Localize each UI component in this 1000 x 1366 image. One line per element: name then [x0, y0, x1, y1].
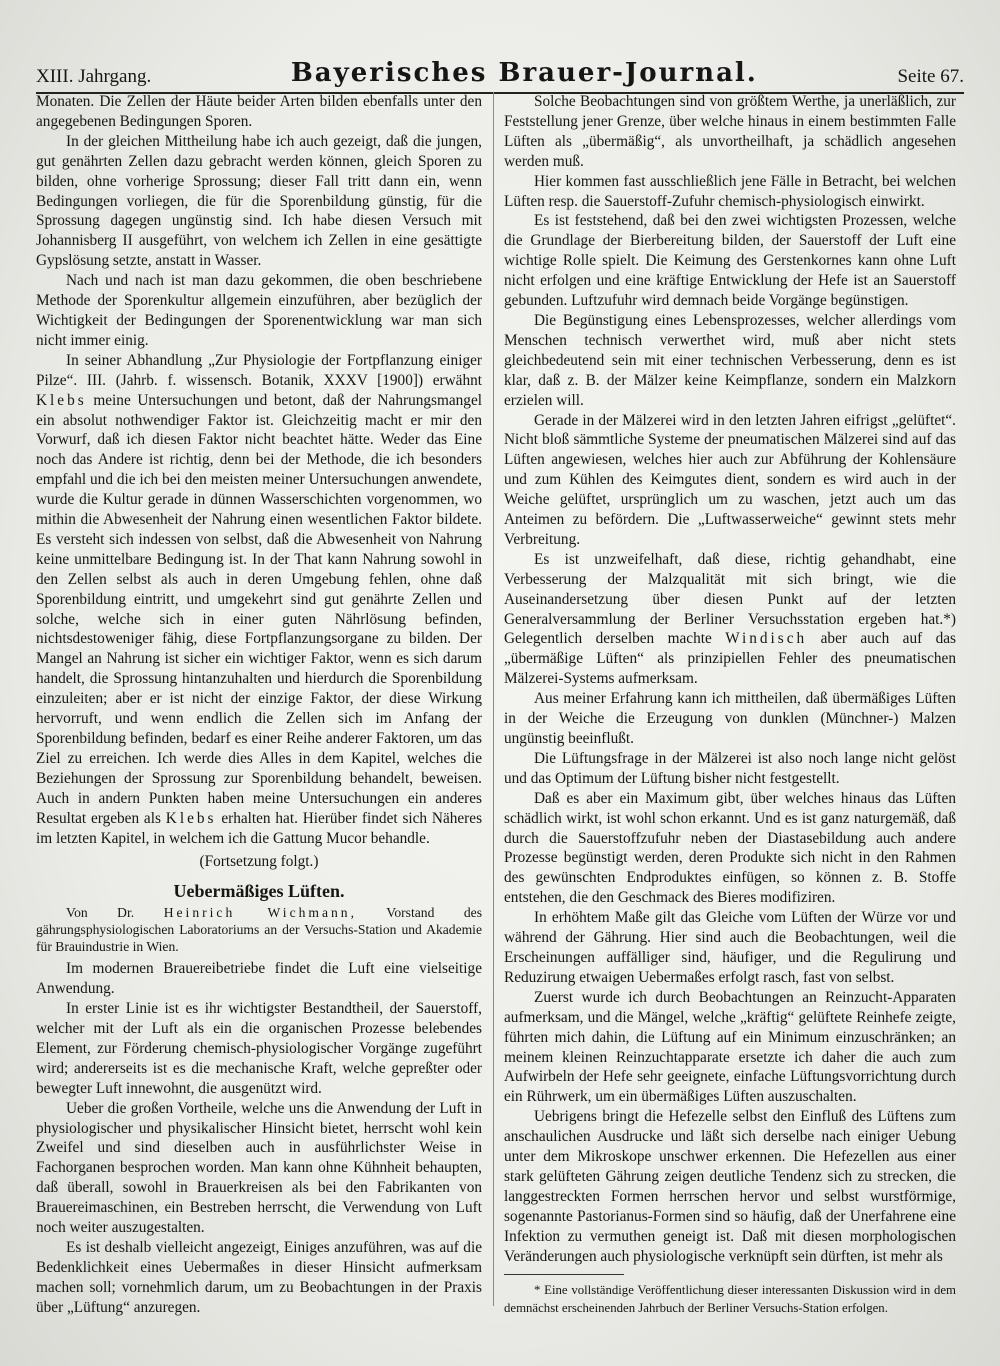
- paragraph: Hier kommen fast ausschließlich jene Fälle in Betracht, bei welchen Lüften resp. die Sauerstoff-Zufuhr chemisch-physiologisch einwirkt.: [504, 172, 956, 210]
- byline-prefix: Von Dr.: [66, 905, 135, 921]
- paragraph: Es ist deshalb vielleicht angezeigt, Einiges anzuführen, was auf die Bedenklichkeit eines Uebermaßes in dieser Hinsicht aufmerksam machen soll; vornehmlich darum, um zu Beobachtungen in der Praxis über „Lüftung“ anzuregen.: [36, 1238, 482, 1316]
- paragraph: Solche Beobachtungen sind von größtem Werthe, ja unerläßlich, zur Feststellung jener Grenze, über welche hinaus in einem bestimmten Falle Lüften als „übermäßig“, als unvortheilhaft, ja schädlich angesehen werden muß.: [504, 93, 956, 170]
- text-run: In seiner Abhandlung „Zur Physiologie der Fortpflanzung einiger Pilze“. III. (Jahrb. f. wissensch. Botanik, XXXV [1900]) erwähnt: [36, 351, 482, 389]
- paragraph: Aus meiner Erfahrung kann ich mittheilen, daß übermäßiges Lüften in der Weiche die Erzeugung von dunklen (Münchner-) Malzen ungünstig beeinflußt.: [504, 690, 956, 747]
- article-title: Uebermäßiges Lüften.: [173, 881, 345, 902]
- text-run: Es ist unzweifelhaft, daß diese, richtig gehandhabt, eine Verbesserung der Malzqualität mit sich bringt, wie die Auseinandersetzung über diesen Punkt auf der letzten Generalversammlung der Berliner Versuchsstation ergeben hat.*) Gelegentlich derselben machte: [504, 550, 956, 648]
- author-name: Klebs: [165, 809, 217, 827]
- paragraph: In der gleichen Mittheilung habe ich auch gezeigt, daß die jungen, gut genährten Zellen dazu gebracht werden können, gleich Sporen zu bilden, ohne vorherige Sprossung; dieser Fall tritt dann ein, wenn Bedingungen vorliegen, die für die Sporenbildung günstig, für die Sprossung dagegen ungünstig sind. Ich habe diesen Versuch mit Johannisberg II ausgeführt, von welchem ich Zellen in eine gesättigte Gypslösung setzte, anstatt in Wasser.: [36, 132, 482, 270]
- footnote: * Eine vollständige Veröffentlichung dieser interessanten Diskussion wird in dem demnächst erscheinenden Jahrbuch der Berliner Versuchs-Station erfolgen.: [504, 1283, 956, 1316]
- page-number: Seite 67.: [897, 66, 964, 87]
- footnote-rule: [504, 1274, 624, 1275]
- author-name: Klebs: [36, 391, 87, 409]
- paragraph: [504, 550, 956, 689]
- paragraph: In erster Linie ist es ihr wichtigster Bestandtheil, der Sauerstoff, welcher mit der Luft als ein die organischen Prozesse belebendes Element, zur Förderung chemisch-physiologischer Vorgänge zugeführt wird; andererseits ist es die mechanische Kraft, welche gepreßter oder bewegter Luft innewohnt, die ausgenützt wird.: [36, 1000, 482, 1097]
- paragraph: Gerade in der Mälzerei wird in den letzten Jahren eifrigst „gelüftet“. Nicht bloß sämmtliche Systeme der pneumatischen Mälzerei sind auf das Lüften angewiesen, welches hier auch zur Abführung der Kohlensäure und zum Kühlen des Keimgutes dient, sondern es wird auch in der Weiche gelüftet, ursprünglich um zu waschen, jetzt auch um das Anteimen zu befördern. Die „Luftwasserweiche“ gewinnt stets mehr Verbreitung.: [504, 411, 956, 548]
- paragraph: Uebrigens bringt die Hefezelle selbst den Einfluß des Lüftens zum anschaulichen Ausdrucke und läßt sich derselbe nach einiger Uebung unter dem Mikroskope unschwer erkennen. Die Hefezellen aus einer stark gelüfteten Gährung zeigen deutliche Tendenz sich zu strecken, die langgestreckten Formen herrschen hervor und selbst wurstförmige, sogenannte Pastorianus-Formen sind so häufig, daß der Unerfahrene eine Infektion zu vermuthen geneigt ist. Daß mit diesen morphologischen Veränderungen auch physiologische verknüpft sein dürften, ist mehr als: [504, 1108, 956, 1265]
- column-divider: [493, 92, 494, 1306]
- author-name: Windisch: [725, 630, 808, 648]
- author-name: Heinrich Wichmann,: [163, 905, 358, 921]
- byline-affiliation: Vorstand des gährungsphysiologischen Laboratoriums an der Versuchs-Station und Akademie für Brauindustrie in Wien.: [36, 905, 482, 955]
- text-run: aber auch auf das „übermäßige Lüften“ als prinzipiellen Fehler des pneumatischen Mälzerei-Systems aufmerksam.: [504, 630, 956, 688]
- left-column: [36, 92, 482, 1316]
- paragraph: Monaten. Die Zellen der Häute beider Arten bilden ebenfalls unter den angegebenen Bedingungen Sporen.: [36, 93, 482, 130]
- paragraph: Ueber die großen Vortheile, welche uns die Anwendung der Luft in physiologischer und physikalischer Hinsicht bietet, herrscht wohl kein Zweifel und sind dieselben auch in ausführlichster Weise in Fachorganen besprochen worden. Man kann ohne Kühnheit behaupten, daß überall, sowohl in Brauerkreisen als bei den Fabrikanten von Brauereimaschinen, ein Bestreben herrscht, die Verwendung von Luft noch weiter auszugestalten.: [36, 1099, 482, 1237]
- page-header: [36, 52, 964, 94]
- text-run: erhalten hat. Hierüber findet sich Näheres im letzten Kapitel, in welchem ich die Gattung Mucor behandle.: [36, 809, 482, 847]
- byline: [36, 904, 482, 955]
- paragraph: Zuerst wurde ich durch Beobachtungen an Reinzucht-Apparaten aufmerksam, und die Mängel, welche „kräftig“ gelüftete Reinhefe zeigte, führten mich dahin, die Lüftung auf ein Minimum einzuschränken; an meinem kleinen Reinzuchtapparate ersetzte ich daher die auch zum Aufwirbeln der Hefe sehr geeignete, einfache Lüftungsvorrichtung durch ein Rührwerk, um ein übermäßiges Lüften auszuschalten.: [504, 988, 956, 1106]
- paragraph: Es ist feststehend, daß bei den zwei wichtigsten Prozessen, welche die Grundlage der Bierbereitung bilden, der Sauerstoff der Luft eine wichtige Rolle spielt. Die Keimung des Gerstenkornes kann ohne Luft nicht erfolgen und eine kräftige Entwicklung der Hefe ist an Sauerstoff gebunden. Luftzufuhr wird demnach beide Vorgänge begünstigen.: [504, 212, 956, 310]
- paragraph: Die Begünstigung eines Lebensprozesses, welcher allerdings vom Menschen technisch verwerthet wird, muß aber nicht stets gleichbedeutend sein mit einer technischen Verbesserung, denn es ist klar, daß z. B. der Mälzer keine Keimpflanze, sondern ein Malzkorn erzielen will.: [504, 311, 956, 409]
- paragraph: Nach und nach ist man dazu gekommen, die oben beschriebene Methode der Sporenkultur allgemein einzuführen, aber bezüglich der Wichtigkeit der Bedingungen der Sporenentwicklung war man sich nicht immer einig.: [36, 272, 482, 349]
- paragraph: Die Lüftungsfrage in der Mälzerei ist also noch lange nicht gelöst und das Optimum der Lüftung bisher nicht festgestellt.: [504, 749, 956, 787]
- continued-note: (Fortsetzung folgt.): [199, 853, 319, 871]
- volume-label: XIII. Jahrgang.: [36, 66, 152, 87]
- paragraph: [36, 351, 482, 849]
- text-run: meine Untersuchungen und betont, daß der Nahrungsmangel ein absolut nothwendiger Faktor ist. Gleichzeitig macht er mir den Vorwurf, daß ich diesen Faktor nicht beachtet hätte. Weder das Eine noch das Andere ist richtig, denn bei der Methode, die ich besonders empfahl und die ich bei den meisten meiner Untersuchungen anwendete, wurde die Kultur gerade in dünnen Wasserschichten vorgenommen, wo mithin die Abwesenheit der Nahrung einen wesentlichen Faktor bildete. Es versteht sich indessen von selbst, daß die Abwesenheit von Nahrung keine unmittelbare Bedingung ist. In der That kann Nahrung sowohl in den Zellen selbst als auch in deren Umgebung fehlen, ohne daß Sporenbildung eintritt, und umgekehrt sind gut genährte Zellen und solche, welche sich in einer guten Nährlösung befinden, nichtsdestoweniger fähig, diese Fortpflanzungsorgane zu bilden. Der Mangel an Nahrung ist sicher ein wichtiger Faktor, wenn es sich darum handelt, die Sprossung hintanzuhalten und hierdurch die Sporenbildung einzuleiten; aber er ist nicht der einzige Faktor, der diese Wirkung hervorruft, und wenn endlich die Zellen sich im Anfang der Sporenbildung befinden, bedarf es einer Reihe anderer Faktoren, um das Ziel zu erreichen. Ich werde dies Alles in dem Kapitel, welches die Beziehungen der Sprossung zur Sporenbildung behandelt, beweisen. Auch in andern Punkten haben meine Untersuchungen ein anderes Resultat ergeben als: [36, 391, 482, 827]
- paragraph: Im modernen Brauereibetriebe findet die Luft eine vielseitige Anwendung.: [36, 960, 482, 998]
- right-column: [504, 92, 956, 1316]
- paragraph: In erhöhtem Maße gilt das Gleiche vom Lüften der Würze vor und während der Gährung. Hier sind auch die Beobachtungen, weil die Erscheinungen auffälliger sind, häufiger, und die Regulirung und Reduzirung etwaigen Uebermaßes erfolgt rasch, fast von selbst.: [504, 909, 956, 986]
- paragraph: Daß es aber ein Maximum gibt, über welches hinaus das Lüften schädlich wirkt, ist wohl schon erkannt. Und es ist ganz naturgemäß, daß durch die Sauerstoffzufuhr neben der Diastasebildung auch andere Prozesse begünstigt werden, deren Produkte sich nicht in den Rahmen des gewünschten Endproduktes einfügen, so können z. B. Stoffe entstehen, die den Geschmack des Bieres modifiziren.: [504, 789, 956, 907]
- journal-title: Bayerisches Brauer-Journal.: [290, 58, 758, 88]
